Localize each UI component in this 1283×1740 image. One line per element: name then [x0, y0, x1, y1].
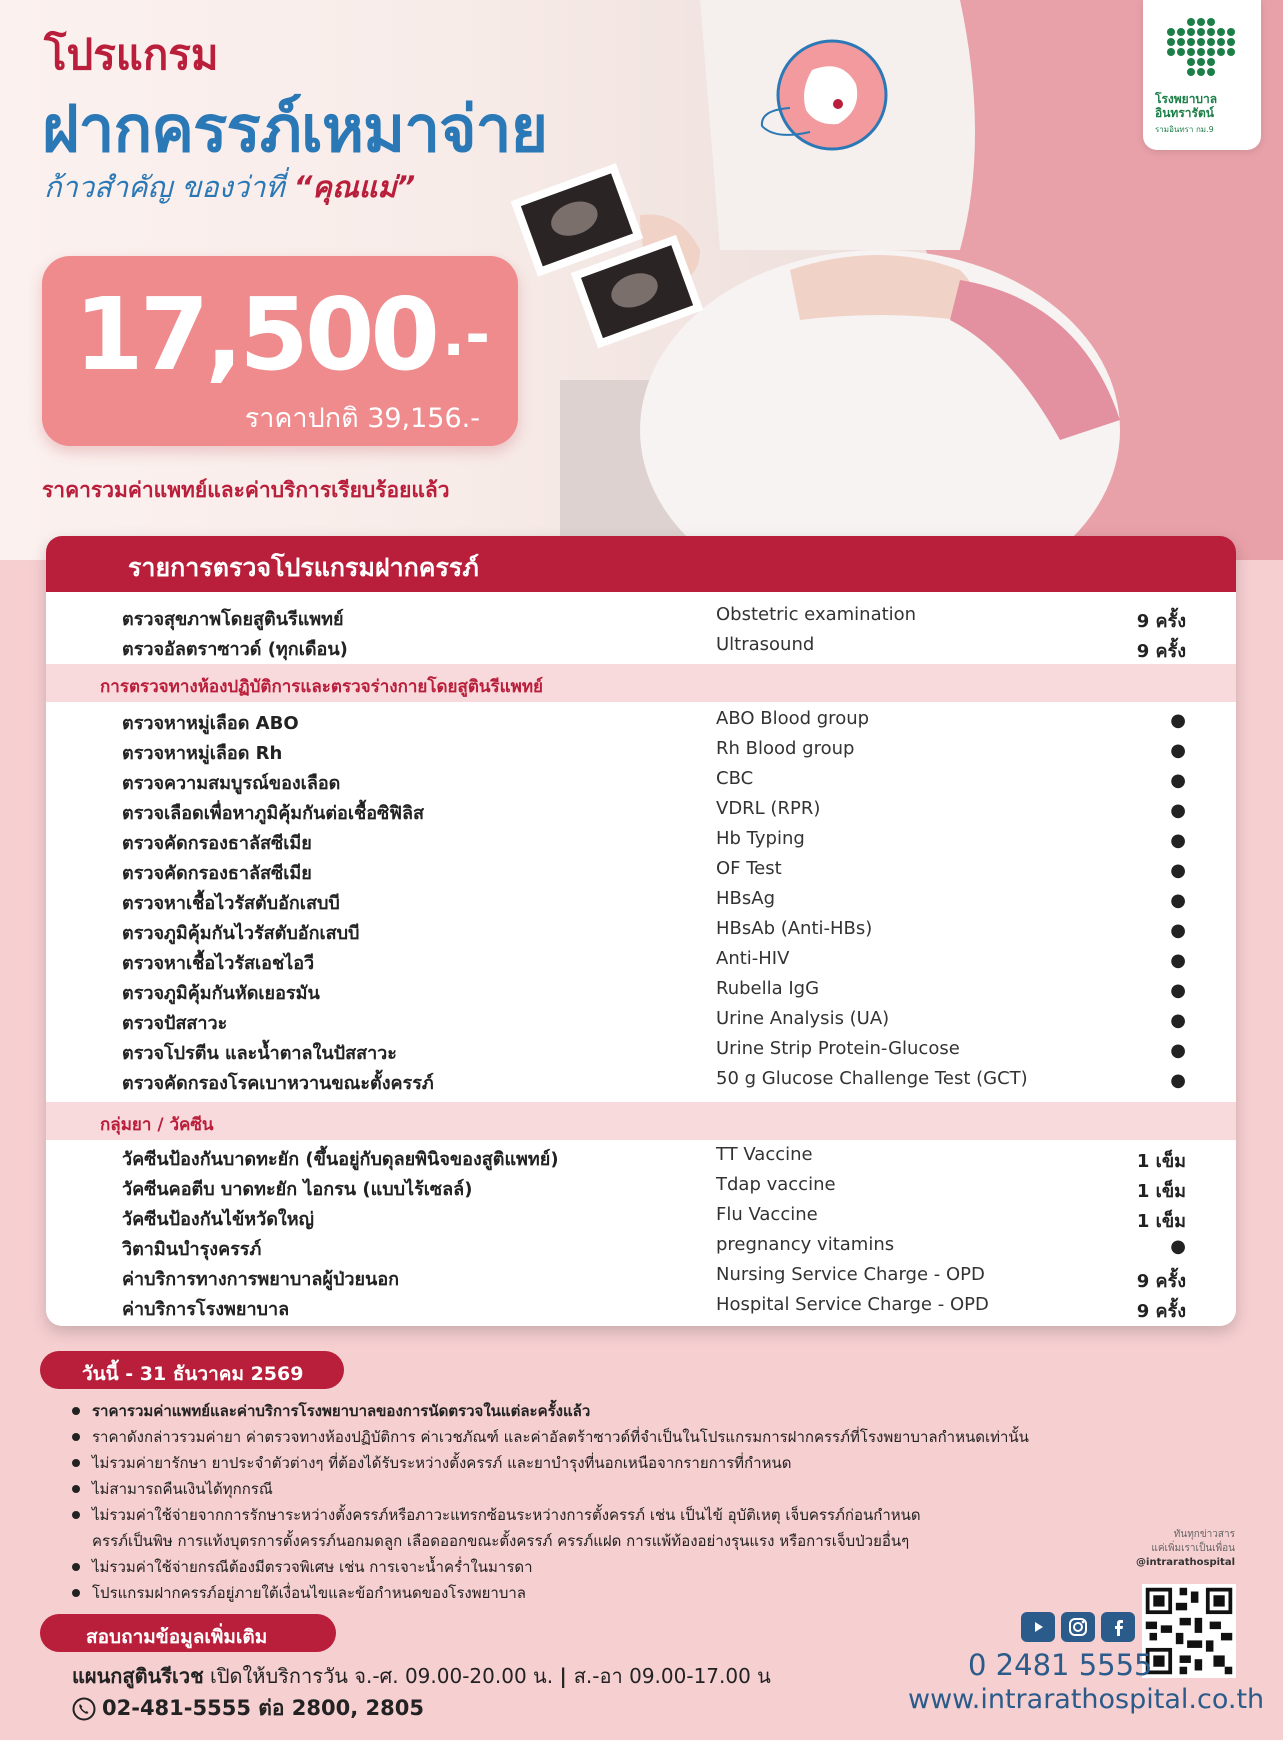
item-en: Ultrasound [716, 634, 815, 655]
item-en: ABO Blood group [716, 708, 870, 729]
item-en: HBsAb (Anti-HBs) [716, 918, 873, 939]
lab-section-title: การตรวจทางห้องปฏิบัติการและตรวจร่างกายโดยสูตินรีแพทย์ [100, 677, 544, 697]
hospital-logo [1143, 0, 1261, 150]
program-items-card [46, 536, 1236, 1326]
item-th: ตรวจสุขภาพโดยสูตินรีแพทย์ [122, 609, 344, 630]
item-qty: 1 เข็ม [1136, 1151, 1186, 1172]
item-en: TT Vaccine [716, 1144, 813, 1165]
table-row [46, 1034, 1236, 1064]
hospital-cross-icon [1143, 0, 1261, 90]
hospital-sub: รามอินทรา กม.9 [1155, 125, 1214, 134]
item-included-dot: ● [1170, 830, 1186, 851]
item-en: 50 g Glucose Challenge Test (GCT) [716, 1068, 1028, 1089]
item-th: ตรวจหาเชื้อไวรัสเอชไอวี [122, 953, 315, 974]
item-included-dot: ● [1170, 860, 1186, 881]
follow-line1: ทันทุกข่าวสาร [1173, 1529, 1235, 1540]
phone-icon [72, 1697, 96, 1721]
item-en: Hospital Service Charge - OPD [716, 1294, 989, 1315]
more-info-label: สอบถามข้อมูลเพิ่มเติม [86, 1626, 268, 1648]
table-row [46, 764, 1236, 794]
item-qty: 9 ครั้ง [1136, 641, 1186, 662]
item-en: Anti-HIV [716, 948, 790, 969]
tagline [44, 164, 415, 210]
item-qty: 9 ครั้ง [1136, 611, 1186, 632]
table-row [46, 704, 1236, 734]
item-en: Hb Typing [716, 828, 805, 849]
promotion-date-badge [40, 1351, 344, 1389]
promotion-date: วันนี้ - 31 ธันวาคม 2569 [82, 1363, 304, 1385]
table-row [46, 1170, 1236, 1200]
item-included-dot: ● [1170, 1070, 1186, 1091]
qr-code-icon [1142, 1584, 1236, 1678]
price-includes-note: ราคารวมค่าแพทย์และค่าบริการเรียบร้อยแล้ว [42, 478, 450, 502]
table-row [46, 974, 1236, 1004]
lab-section-header [46, 664, 1236, 702]
social-links [1021, 1612, 1135, 1642]
item-th: ตรวจหาหมู่เลือด Rh [122, 743, 283, 764]
item-included-dot: ● [1170, 710, 1186, 731]
table-row [46, 630, 1236, 660]
line-follow-note [1136, 1528, 1235, 1570]
item-en: Nursing Service Charge - OPD [716, 1264, 985, 1285]
item-en: VDRL (RPR) [716, 798, 821, 819]
instagram-icon[interactable] [1061, 1612, 1095, 1642]
item-included-dot: ● [1170, 920, 1186, 941]
item-th: ตรวจภูมิคุ้มกันไวรัสตับอักเสบบี [122, 923, 360, 944]
more-info-badge [40, 1614, 336, 1652]
item-qty: 9 ครั้ง [1136, 1271, 1186, 1292]
item-qty: 1 เข็ม [1136, 1211, 1186, 1232]
table-row [46, 1260, 1236, 1290]
item-en: Urine Analysis (UA) [716, 1008, 890, 1029]
table-row [46, 944, 1236, 974]
item-en: Tdap vaccine [716, 1174, 836, 1195]
vaccine-section-header [46, 1102, 1236, 1140]
follow-line2: แค่เพิ่มเราเป็นเพื่อน [1151, 1543, 1235, 1554]
item-included-dot: ● [1170, 890, 1186, 911]
website-link[interactable]: www.intrarathospital.co.th [908, 1684, 1265, 1715]
item-included-dot: ● [1170, 1236, 1186, 1257]
item-th: ตรวจคัดกรองโรคเบาหวานขณะตั้งครรภ์ [122, 1073, 434, 1094]
terms-item: ไม่สามารถคืนเงินได้ทุกกรณี [70, 1476, 1070, 1502]
hotline-number[interactable]: 0 2481 5555 [968, 1648, 1153, 1682]
item-en: HBsAg [716, 888, 776, 909]
table-row [46, 824, 1236, 854]
table-row [46, 600, 1236, 630]
item-th: ตรวจหาหมู่เลือด ABO [122, 713, 299, 734]
terms-item: ราคารวมค่าแพทย์และค่าบริการโรงพยาบาลของการนัดตรวจในแต่ละครั้งแล้ว [70, 1398, 1070, 1424]
table-row [46, 854, 1236, 884]
item-en: Obstetric examination [716, 604, 917, 625]
terms-list [70, 1398, 1070, 1606]
hospital-name-line2: อินทรารัตน์ [1155, 106, 1214, 120]
item-included-dot: ● [1170, 800, 1186, 821]
item-th: ตรวจปัสสาวะ [122, 1013, 228, 1034]
tagline-text: ก้าวสำคัญ ของว่าที่ [44, 170, 285, 204]
price-box [42, 256, 518, 446]
terms-item: ไม่รวมค่ายารักษา ยาประจำตัวต่างๆ ที่ต้องได้รับระหว่างตั้งครรภ์ และยาบำรุงที่นอกเหนือจากรายการที่กำหนด [70, 1450, 1070, 1476]
item-en: CBC [716, 768, 754, 789]
table-row [46, 1064, 1236, 1094]
item-included-dot: ● [1170, 770, 1186, 791]
youtube-icon[interactable] [1021, 1612, 1055, 1642]
item-th: ค่าบริการโรงพยาบาล [122, 1299, 290, 1320]
table-row [46, 1140, 1236, 1170]
item-qty: 1 เข็ม [1136, 1181, 1186, 1202]
hospital-name-line1: โรงพยาบาล [1155, 92, 1218, 106]
program-label: โปรแกรม [44, 30, 219, 79]
facebook-icon[interactable] [1101, 1612, 1135, 1642]
item-th: วิตามินบำรุงครรภ์ [122, 1239, 262, 1260]
item-included-dot: ● [1170, 980, 1186, 1001]
phone-contact[interactable] [72, 1692, 424, 1725]
terms-item: โปรแกรมฝากครรภ์อยู่ภายใต้เงื่อนไขและข้อกำหนดของโรงพยาบาล [70, 1580, 1070, 1606]
phone-number: 02-481-5555 ต่อ 2800, 2805 [102, 1696, 424, 1720]
item-included-dot: ● [1170, 1040, 1186, 1061]
table-row [46, 884, 1236, 914]
item-th: ตรวจโปรตีน และน้ำตาลในปัสสาวะ [122, 1043, 397, 1064]
price-amount: 17,500 [74, 276, 436, 393]
table-row [46, 914, 1236, 944]
tagline-highlight: “คุณแม่” [293, 170, 416, 204]
card-header [46, 536, 1236, 592]
weekend-hours: ส.-อา 09.00-17.00 น [573, 1664, 771, 1688]
terms-item: ไม่รวมค่าใช้จ่ายจากการรักษาระหว่างตั้งครรภ์หรือภาวะแทรกซ้อนระหว่างการตั้งครรภ์ เช่น เป็นไข้ อุบัติเหตุ เจ็บครรภ์ก่อนกำหนด [70, 1502, 1070, 1528]
item-th: วัคซีนคอตีบ บาดทะยัก ไอกรน (แบบไร้เซลล์) [122, 1179, 473, 1200]
terms-item: ราคาดังกล่าวรวมค่ายา ค่าตรวจทางห้องปฏิบัติการ ค่าเวชภัณฑ์ และค่าอัลตร้าซาวด์ที่จำเป็นในโปรแกรมการฝากครรภ์ที่โรงพยาบาลกำหนดเท่านั้น [70, 1424, 1070, 1450]
item-th: ตรวจหาเชื้อไวรัสตับอักเสบบี [122, 893, 340, 914]
table-row [46, 794, 1236, 824]
terms-item-continued: ครรภ์เป็นพิษ การแท้งบุตรการตั้งครรภ์นอกมดลูก เลือดออกขณะตั้งครรภ์ ครรภ์แฝด การแพ้ท้องอย่างรุนแรง หรือการเจ็บป่วยอื่นๆ [92, 1532, 910, 1550]
table-row [46, 1004, 1236, 1034]
item-en: Urine Strip Protein-Glucose [716, 1038, 960, 1059]
item-th: ค่าบริการทางการพยาบาลผู้ป่วยนอก [122, 1269, 400, 1290]
department-name: แผนกสูตินรีเวช [72, 1664, 204, 1688]
vaccine-section-title: กลุ่มยา / วัคซีน [100, 1115, 214, 1135]
table-row [46, 1290, 1236, 1320]
item-included-dot: ● [1170, 1010, 1186, 1031]
item-qty: 9 ครั้ง [1136, 1301, 1186, 1322]
department-hours: แผนกสูตินรีเวช เปิดให้บริการวัน จ.-ศ. 09.00-20.00 น. | ส.-อา 09.00-17.00 น [72, 1664, 771, 1688]
item-th: ตรวจภูมิคุ้มกันหัดเยอรมัน [122, 983, 320, 1004]
item-included-dot: ● [1170, 740, 1186, 761]
program-name: ฝากครรภ์เหมาจ่าย [42, 93, 548, 167]
line-id: @intrarathospital [1136, 1557, 1235, 1568]
item-th: วัคซีนป้องกันไข้หวัดใหญ่ [122, 1209, 314, 1230]
card-title: รายการตรวจโปรแกรมฝากครรภ์ [128, 553, 479, 582]
terms-item: ไม่รวมค่าใช้จ่ายกรณีต้องมีตรวจพิเศษ เช่น การเจาะน้ำคร่ำในมารดา [70, 1554, 1070, 1580]
item-th: วัคซีนป้องกันบาดทะยัก (ขึ้นอยู่กับดุลยพินิจของสูติแพทย์) [122, 1149, 559, 1170]
item-th: ตรวจคัดกรองธาลัสซีเมีย [122, 833, 312, 854]
item-th: ตรวจเลือดเพื่อหาภูมิคุ้มกันต่อเชื้อซิฟิลิส [122, 803, 424, 824]
table-row [46, 1230, 1236, 1260]
weekday-hours: เปิดให้บริการวัน จ.-ศ. 09.00-20.00 น. [210, 1664, 554, 1688]
line-qr-code[interactable] [1142, 1584, 1236, 1678]
item-th: ตรวจอัลตราซาวด์ (ทุกเดือน) [122, 639, 348, 660]
item-en: pregnancy vitamins [716, 1234, 895, 1255]
item-th: ตรวจความสมบูรณ์ของเลือด [122, 773, 341, 794]
hero-banner [0, 0, 1283, 560]
table-row [46, 734, 1236, 764]
item-en: Rubella IgG [716, 978, 820, 999]
item-en: OF Test [716, 858, 782, 879]
price-suffix: .- [442, 300, 490, 370]
item-included-dot: ● [1170, 950, 1186, 971]
table-row [46, 1200, 1236, 1230]
hospital-name [1155, 92, 1217, 120]
item-th: ตรวจคัดกรองธาลัสซีเมีย [122, 863, 312, 884]
normal-price: ราคาปกติ 39,156.- [244, 403, 480, 434]
item-en: Flu Vaccine [716, 1204, 818, 1225]
item-en: Rh Blood group [716, 738, 855, 759]
